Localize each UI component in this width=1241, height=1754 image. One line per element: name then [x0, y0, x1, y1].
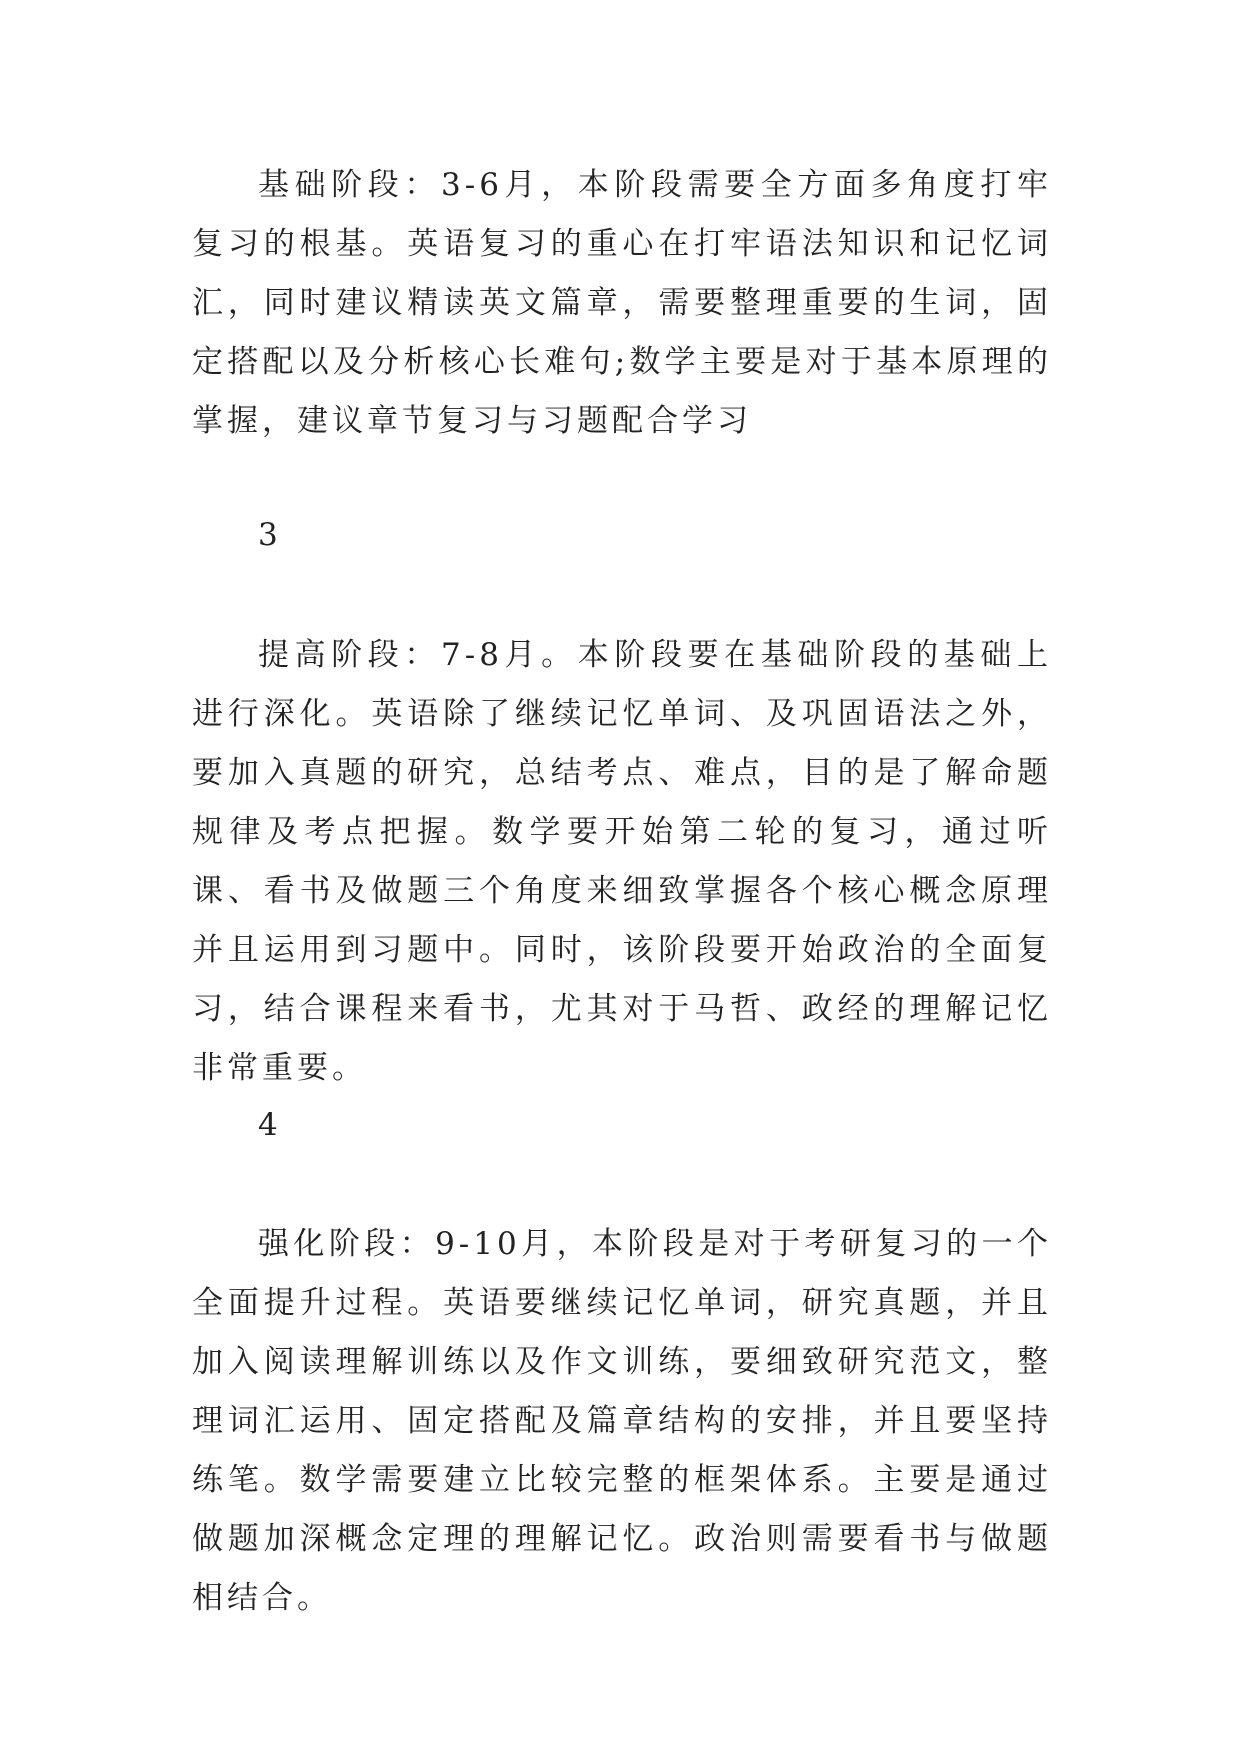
section-number: 4: [258, 1107, 282, 1143]
paragraph-intensive-stage: 强化阶段：9-10月，本阶段是对于考研复习的一个全面提升过程。英语要继续记忆单词，研究真题，并且加入阅读理解训练以及作文训练，要细致研究范文，整理词汇运用、固定搭配及篇章结构的安排，并且要坚持练笔。数学需要建立比较完整的框架体系。主要是通过做题加深概念定理的理解记忆。政治则需要看书与做题相结合。: [192, 1226, 1052, 1616]
paragraph-foundation-stage: 基础阶段：3-6月，本阶段需要全方面多角度打牢复习的根基。英语复习的重心在打牢语法知识和记忆词汇，同时建议精读英文篇章，需要整理重要的生词，固定搭配以及分析核心长难句;数学主要是对于基本原理的掌握，建议章节复习与习题配合学习: [192, 167, 1052, 439]
section-number: 3: [258, 517, 282, 553]
paragraph-improvement-stage: 提高阶段：7-8月。本阶段要在基础阶段的基础上进行深化。英语除了继续记忆单词、及巩固语法之外，要加入真题的研究，总结考点、难点，目的是了解命题规律及考点把握。数学要开始第二轮的复习，通过听课、看书及做题三个角度来细致掌握各个核心概念原理并且运用到习题中。同时，该阶段要开始政治的全面复习，结合课程来看书，尤其对于马哲、政经的理解记忆非常重要。: [192, 637, 1052, 1086]
